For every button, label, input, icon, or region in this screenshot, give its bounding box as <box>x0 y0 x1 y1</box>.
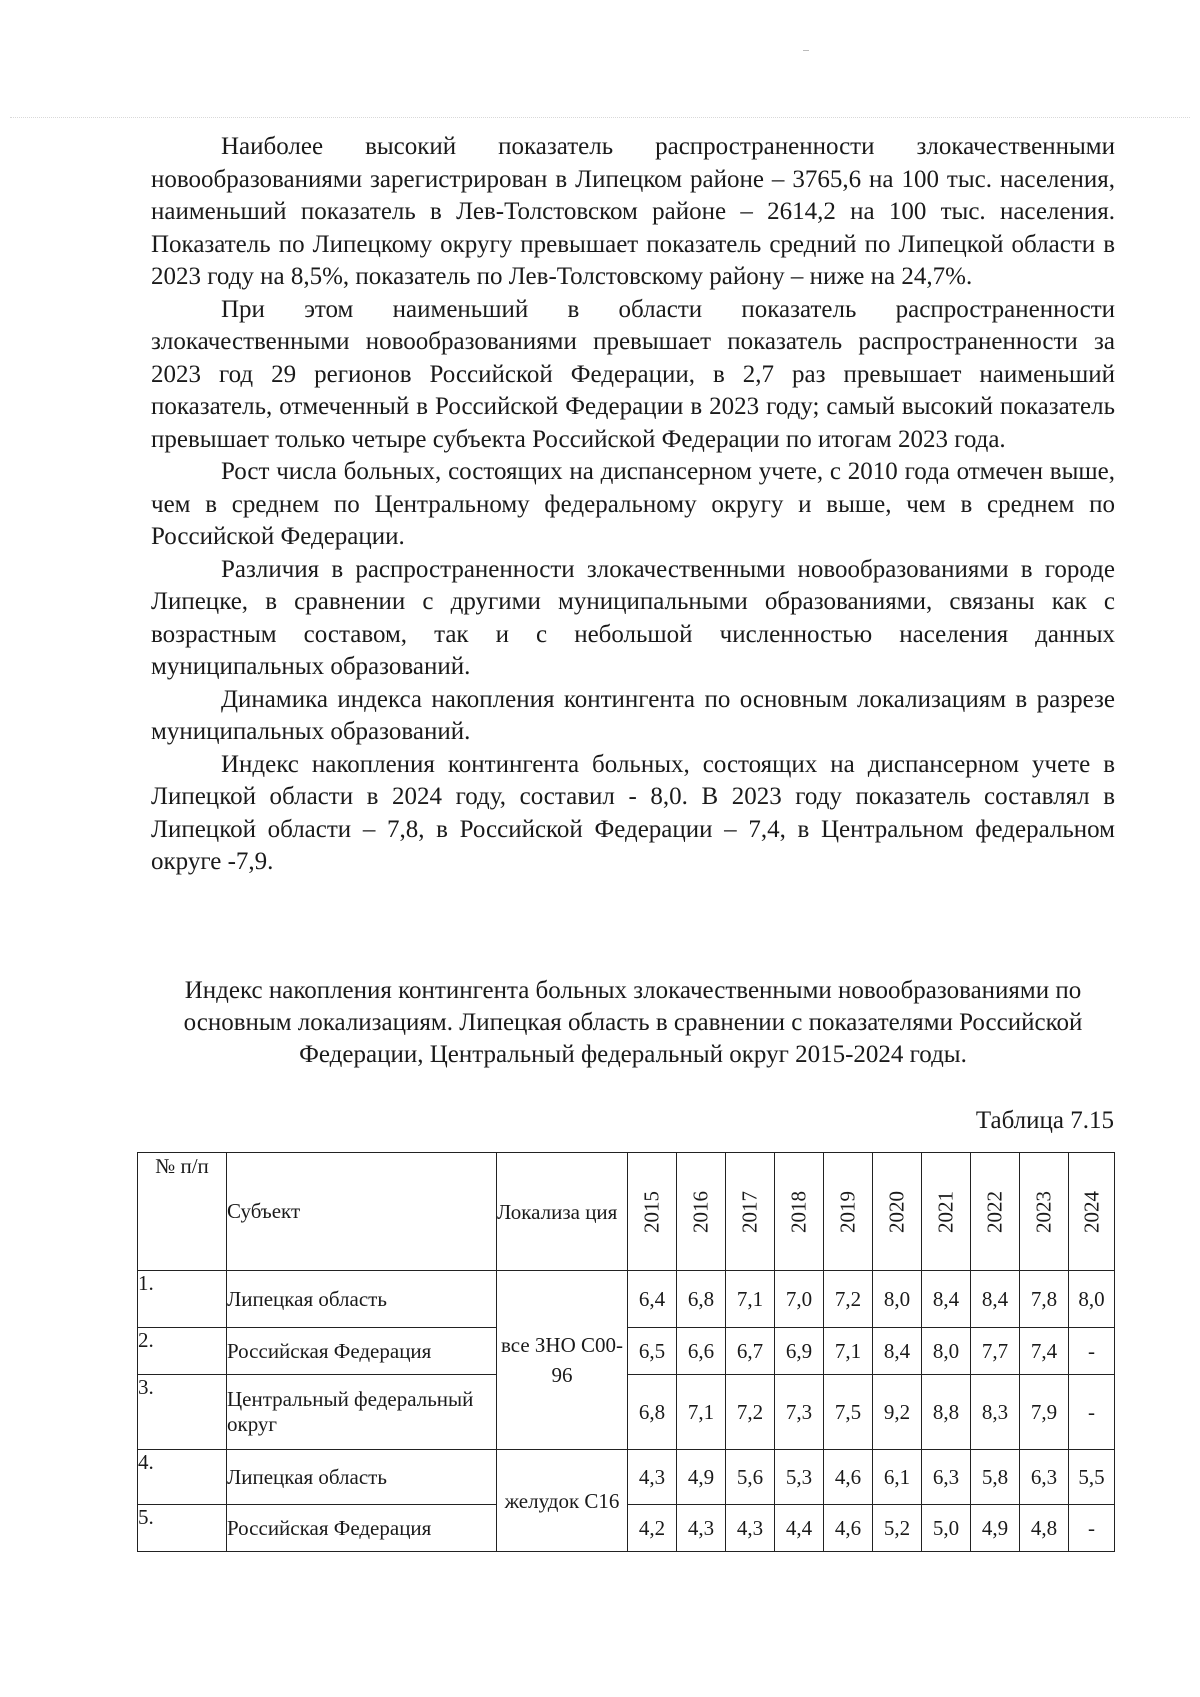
table-cell: 7,8 <box>1020 1271 1069 1328</box>
table-cell: 4,6 <box>824 1505 873 1552</box>
table-cell: 5,6 <box>726 1450 775 1505</box>
table-cell: 6,8 <box>628 1375 677 1450</box>
table-cell: 5,2 <box>873 1505 922 1552</box>
scan-speck <box>803 50 809 51</box>
table-cell: 8,4 <box>873 1328 922 1375</box>
table-cell: - <box>1069 1328 1115 1375</box>
table-cell: 6,9 <box>775 1328 824 1375</box>
table-cell: 8,3 <box>971 1375 1020 1450</box>
header-num: № п/п <box>138 1153 227 1271</box>
header-year: 2016 <box>677 1153 726 1271</box>
table-header-row <box>138 1153 1115 1271</box>
table-cell: 8,8 <box>922 1375 971 1450</box>
row-number: 5. <box>138 1505 227 1552</box>
table-cell: 8,0 <box>873 1271 922 1328</box>
table-number-label: Таблица 7.15 <box>975 1107 1114 1134</box>
row-localization: все ЗНО С00-96 <box>497 1271 628 1450</box>
row-subject: Центральный федеральный округ <box>227 1375 497 1450</box>
table-cell: 6,1 <box>873 1450 922 1505</box>
row-subject: Липецкая область <box>227 1450 497 1505</box>
table-cell: 7,7 <box>971 1328 1020 1375</box>
table-cell: 6,3 <box>922 1450 971 1505</box>
header-year: 2018 <box>775 1153 824 1271</box>
table-cell: 7,2 <box>824 1271 873 1328</box>
table-cell: 7,1 <box>726 1271 775 1328</box>
table-cell: 7,9 <box>1020 1375 1069 1450</box>
table-cell: 4,8 <box>1020 1505 1069 1552</box>
table-cell: 8,0 <box>1069 1271 1115 1328</box>
table-cell: 4,2 <box>628 1505 677 1552</box>
paragraph: Рост числа больных, состоящих на диспансерном учете, с 2010 года отмечен выше, чем в среднем по Центральному федеральному округу и выше, чем в среднем по Российской Федерации. <box>151 458 1115 550</box>
row-number: 1. <box>138 1271 227 1328</box>
table-cell: 7,1 <box>824 1328 873 1375</box>
header-localization: Локализа ция <box>497 1153 628 1271</box>
header-subject: Субъект <box>227 1153 497 1271</box>
table-cell: 6,3 <box>1020 1450 1069 1505</box>
table-cell: 7,1 <box>677 1375 726 1450</box>
data-table <box>137 1152 1115 1552</box>
table-cell: 7,0 <box>775 1271 824 1328</box>
table-cell: 6,8 <box>677 1271 726 1328</box>
scan-artifact-line <box>10 117 1190 118</box>
table-row <box>138 1450 1115 1505</box>
table-cell: 5,0 <box>922 1505 971 1552</box>
table-cell: 7,4 <box>1020 1328 1069 1375</box>
table-caption: Индекс накопления контингента больных злокачественными новообразованиями по основным локализациям. Липецкая область в сравнении с показателями Российской Федерации, Центральный федеральный округ 2015-2024 годы. <box>183 977 1083 1068</box>
header-year: 2019 <box>824 1153 873 1271</box>
row-number: 4. <box>138 1450 227 1505</box>
table-cell: 6,4 <box>628 1271 677 1328</box>
table-cell: 4,3 <box>726 1505 775 1552</box>
table-cell: 5,8 <box>971 1450 1020 1505</box>
table-cell: 8,0 <box>922 1328 971 1375</box>
table-cell: 4,9 <box>677 1450 726 1505</box>
paragraph: При этом наименьший в области показатель распространенности злокачественными новообразованиями превышает показатель распространенности за 2023 год 29 регионов Российской Федерации, в 2,7 раз превышает наименьший показатель, отмеченный в Российской Федерации в 2023 году; самый высокий показатель превышает только четыре субъекта Российской Федерации по итогам 2023 года. <box>151 295 1115 453</box>
paragraph: Наиболее высокий показатель распространенности злокачественными новообразованиями зарегистрирован в Липецком районе – 3765,6 на 100 тыс. населения, наименьший показатель в Лев-Толстовском районе – 2614,2 на 100 тыс. населения. Показатель по Липецкому округу превышает показатель средний по Липецкой области в 2023 году на 8,5%, показатель по Лев-Толстовскому району – ниже на 24,7%. <box>151 133 1115 290</box>
header-year: 2015 <box>628 1153 677 1271</box>
header-year: 2022 <box>971 1153 1020 1271</box>
paragraph: Индекс накопления контингента больных, состоящих на диспансерном учете в Липецкой области в 2024 году, составил - 8,0. В 2023 году показатель составлял в Липецкой области – 7,8, в Российской Федерации – 7,4, в Центральном федеральном округе -7,9. <box>151 750 1115 875</box>
header-year: 2020 <box>873 1153 922 1271</box>
table-cell: 6,5 <box>628 1328 677 1375</box>
table-cell: 7,2 <box>726 1375 775 1450</box>
row-subject: Российская Федерация <box>227 1328 497 1375</box>
table-cell: 7,5 <box>824 1375 873 1450</box>
table-cell: 5,3 <box>775 1450 824 1505</box>
table-cell: 4,4 <box>775 1505 824 1552</box>
row-localization: желудок С16 <box>497 1450 628 1552</box>
table-cell: - <box>1069 1505 1115 1552</box>
row-subject: Липецкая область <box>227 1271 497 1328</box>
table-cell: 4,3 <box>677 1505 726 1552</box>
table-cell: 4,6 <box>824 1450 873 1505</box>
header-year: 2021 <box>922 1153 971 1271</box>
table-cell: - <box>1069 1375 1115 1450</box>
header-year: 2017 <box>726 1153 775 1271</box>
row-number: 2. <box>138 1328 227 1375</box>
table-cell: 9,2 <box>873 1375 922 1450</box>
table-cell: 6,6 <box>677 1328 726 1375</box>
table-cell: 5,5 <box>1069 1450 1115 1505</box>
header-year: 2023 <box>1020 1153 1069 1271</box>
header-year: 2024 <box>1069 1153 1115 1271</box>
body-text <box>151 131 1115 879</box>
row-subject: Российская Федерация <box>227 1505 497 1552</box>
paragraph: Динамика индекса накопления контингента по основным локализациям в разрезе муниципальных образований. <box>151 685 1115 745</box>
table-cell: 4,3 <box>628 1450 677 1505</box>
table-cell: 6,7 <box>726 1328 775 1375</box>
table-cell: 4,9 <box>971 1505 1020 1552</box>
row-number: 3. <box>138 1375 227 1450</box>
table-cell: 8,4 <box>971 1271 1020 1328</box>
table-cell: 7,3 <box>775 1375 824 1450</box>
table-row <box>138 1271 1115 1328</box>
paragraph: Различия в распространенности злокачественными новообразованиями в городе Липецке, в сравнении с другими муниципальными образованиями, связаны как с возрастным составом, так и с небольшой численностью населения данных муниципальных образований. <box>151 555 1115 680</box>
table-cell: 8,4 <box>922 1271 971 1328</box>
